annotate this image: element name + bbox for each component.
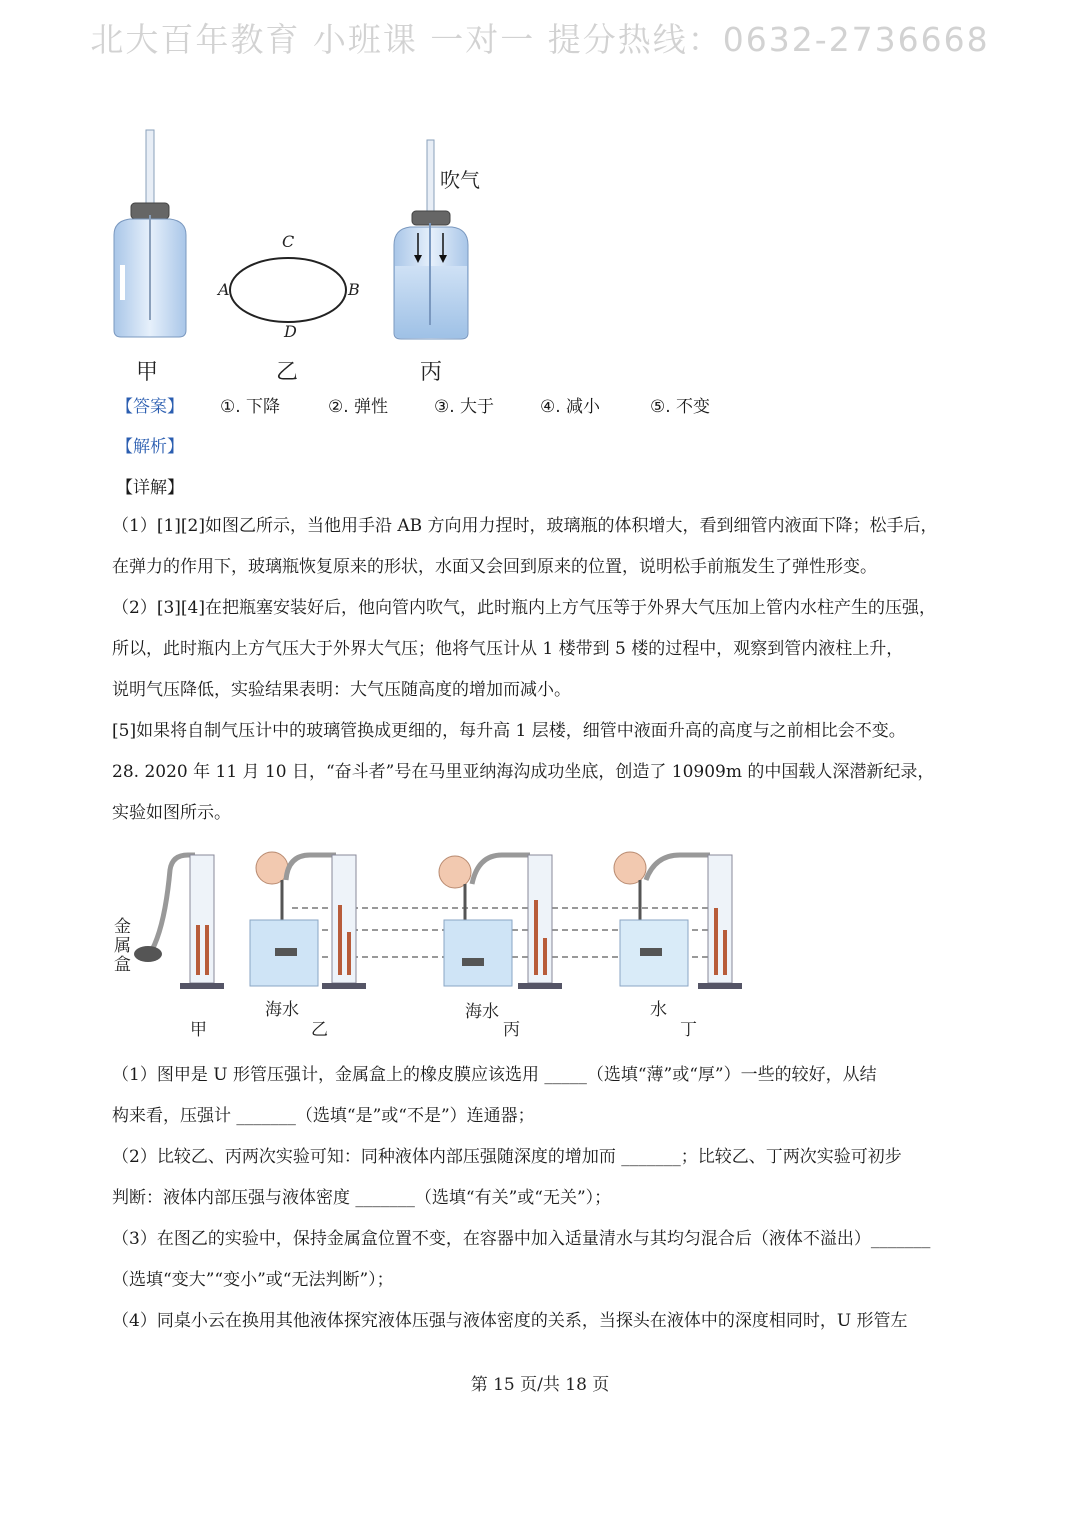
question-line: （2）比较乙、丙两次实验可知：同种液体内部压强随深度的增加而 _______；比较乙、丁两次实验可初步	[112, 1147, 902, 1167]
answer-item-1: ①. 下降	[220, 397, 281, 417]
caption-yi-bottom: 乙	[311, 1020, 328, 1040]
detail-line: [5]如果将自制气压计中的玻璃管换成更细的，每升高 1 层楼，细管中液面升高的高度与之前相比会不变。	[112, 721, 906, 741]
caption-bing-bottom: 丙	[503, 1020, 520, 1040]
caption-ding-bottom: 丁	[680, 1020, 697, 1040]
detail-tag: 【详解】	[116, 478, 184, 498]
label-c: C	[282, 232, 295, 251]
caption-yi: 乙	[276, 360, 299, 385]
detail-paragraph	[112, 506, 982, 834]
question-line: （4）同桌小云在换用其他液体探究液体压强与液体密度的关系，当探头在液体中的深度相同时，U 形管左	[112, 1311, 908, 1331]
ellipse-yi	[216, 232, 360, 341]
question-line: 构来看，压强计 _______（选填“是”或“不是”）连通器；	[112, 1106, 535, 1126]
detail-line: （2）[3][4]在把瓶塞安装好后，他向管内吹气，此时瓶内上方气压等于外界大气压加上管内水柱产生的压强，	[112, 598, 936, 618]
question-line: （1）图甲是 U 形管压强计，金属盒上的橡皮膜应该选用 _____（选填“薄”或“厚”）一些的较好，从结	[112, 1065, 877, 1085]
detail-line: 说明气压降低，实验结果表明：大气压随高度的增加而减小。	[112, 680, 571, 700]
barometer-figure	[100, 125, 520, 390]
label-b: B	[348, 280, 360, 299]
setup-ding	[614, 852, 742, 989]
question-line: （选填“变大”“变小”或“无法判断”）；	[112, 1270, 394, 1290]
page-footer: 第 15 页/共 18 页	[470, 1375, 610, 1395]
answer-item-3: ③. 大于	[434, 397, 495, 417]
detail-line: 在弹力的作用下，玻璃瓶恢复原来的形状，水面又会回到原来的位置，说明松手前瓶发生了弹性形变。	[112, 557, 877, 577]
metal-box-label: 金属盒	[114, 917, 131, 975]
answer-item-5: ⑤. 不变	[650, 397, 711, 417]
caption-jia-bottom: 甲	[190, 1020, 207, 1040]
bottle-jia	[114, 130, 186, 337]
gauge-jia	[134, 855, 224, 989]
question-line: （3）在图乙的实验中，保持金属盒位置不变，在容器中加入适量清水与其均匀混合后（液体不溢出）_______	[112, 1229, 931, 1249]
answer-item-4: ④. 减小	[540, 397, 601, 417]
pressure-gauge-drawing	[110, 850, 760, 1000]
detail-line: 28. 2020 年 11 月 10 日，“奋斗者”号在马里亚纳海沟成功坐底，创造了 10909m 的中国载人深潜新纪录，	[112, 762, 935, 782]
analysis-tag: 【解析】	[116, 437, 184, 457]
setup-yi	[250, 852, 366, 989]
bottle-bing	[394, 140, 480, 339]
liquid-label-ding: 水	[650, 1000, 667, 1020]
detail-line: （1）[1][2]如图乙所示，当他用手沿 AB 方向用力捏时，玻璃瓶的体积增大，看到细管内液面下降；松手后，	[112, 516, 938, 536]
blow-label: 吹气	[440, 168, 480, 192]
setup-bing	[439, 855, 562, 989]
detail-line: 所以，此时瓶内上方气压大于外界大气压；他将气压计从 1 楼带到 5 楼的过程中，观察到管内液柱上升，	[112, 639, 904, 659]
question-paragraph	[112, 1055, 982, 1342]
liquid-label-bing: 海水	[465, 1002, 499, 1022]
caption-bing: 丙	[420, 360, 443, 385]
answer-tag: 【答案】	[116, 397, 184, 417]
watermark-header: 北大百年教育 小班课 一对一 提分热线：0632-2736668	[90, 20, 990, 59]
question-line: 判断：液体内部压强与液体密度 _______（选填“有关”或“无关”）；	[112, 1188, 612, 1208]
label-a: A	[218, 280, 230, 299]
barometer-drawing	[100, 125, 520, 365]
detail-line: 实验如图所示。	[112, 803, 231, 823]
answer-item-2: ②. 弹性	[328, 397, 389, 417]
caption-jia: 甲	[136, 360, 159, 385]
liquid-label-yi: 海水	[265, 1000, 299, 1020]
label-d: D	[284, 322, 297, 341]
pressure-gauge-figure	[110, 850, 760, 1040]
